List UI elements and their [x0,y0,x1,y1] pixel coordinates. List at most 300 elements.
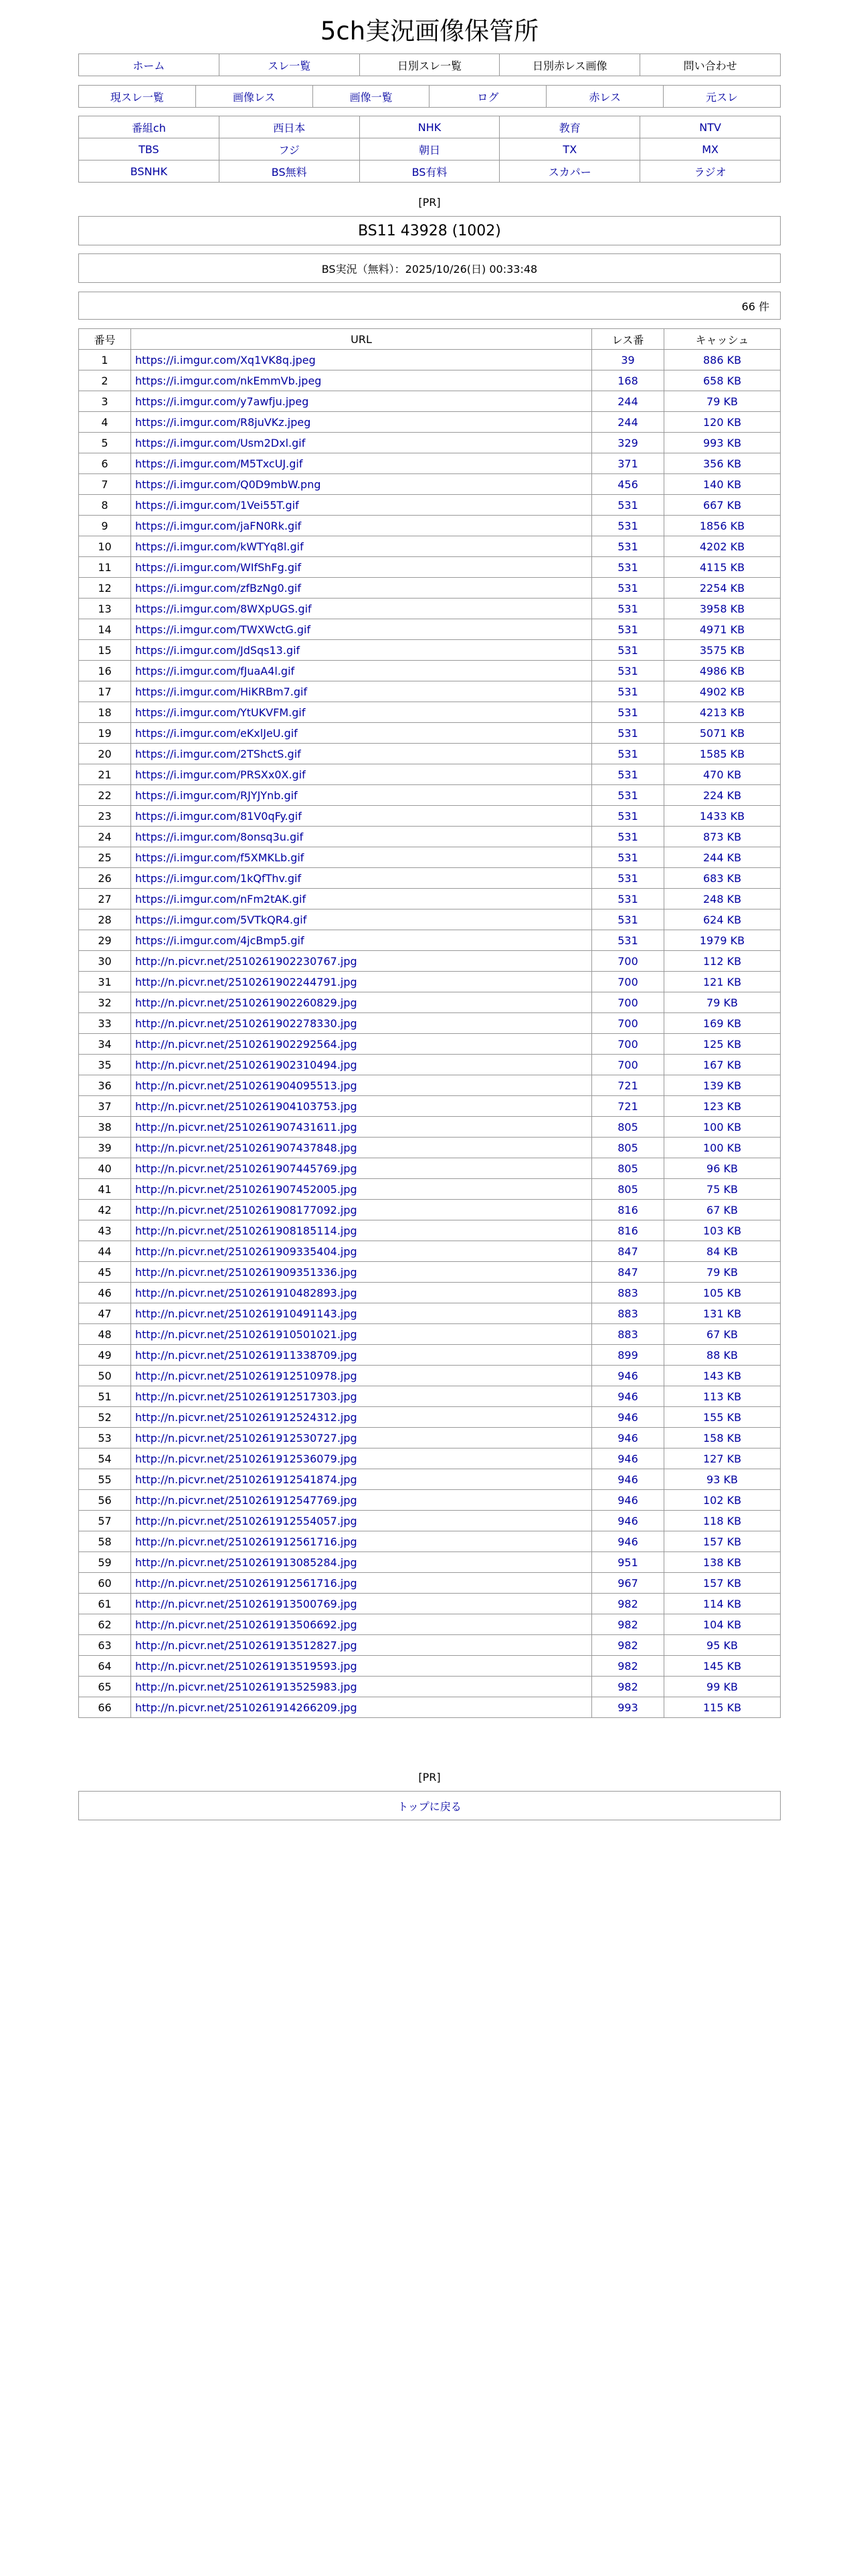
table-row [79,1034,781,1055]
table-row [79,1283,781,1303]
row-number: 50 [79,1366,131,1386]
cache-size-link[interactable]: 248 KB [664,889,781,909]
res-number-link[interactable]: 531 [592,640,664,661]
image-url-link[interactable]: http://n.picvr.net/2510261912510978.jpg [131,1366,592,1386]
res-number-link[interactable]: 700 [592,1055,664,1075]
res-number-link[interactable]: 816 [592,1200,664,1220]
cache-size-link[interactable]: 167 KB [664,1055,781,1075]
table-row [79,764,781,785]
res-number-link[interactable]: 967 [592,1573,664,1594]
row-number: 39 [79,1138,131,1158]
row-number: 35 [79,1055,131,1075]
image-url-link[interactable]: https://i.imgur.com/jaFN0Rk.gif [131,516,592,536]
table-row [79,1573,781,1594]
cache-size-link[interactable]: 79 KB [664,391,781,412]
table-row [79,1055,781,1075]
res-number-link[interactable]: 531 [592,889,664,909]
res-number-link[interactable]: 700 [592,1013,664,1034]
image-url-link[interactable]: http://n.picvr.net/2510261909351336.jpg [131,1262,592,1283]
table-row [79,951,781,972]
cache-size-link[interactable]: 143 KB [664,1366,781,1386]
category-link[interactable]: BSNHK [130,165,168,178]
image-url-link[interactable]: http://n.picvr.net/2510261910491143.jpg [131,1303,592,1324]
cache-size-link[interactable]: 121 KB [664,972,781,992]
image-url-link[interactable]: https://i.imgur.com/Usm2Dxl.gif [131,433,592,453]
image-url-link[interactable]: http://n.picvr.net/2510261913519593.jpg [131,1656,592,1677]
res-number-link[interactable]: 531 [592,702,664,723]
row-number: 7 [79,474,131,495]
category-link[interactable]: 朝日 [359,138,500,160]
category-link[interactable]: MX [640,138,780,160]
cache-size-link[interactable]: 624 KB [664,909,781,930]
res-number-link[interactable]: 805 [592,1138,664,1158]
res-number-link[interactable]: 531 [592,557,664,578]
image-url-link[interactable]: https://i.imgur.com/TWXWctG.gif [131,619,592,640]
image-url-link[interactable]: https://i.imgur.com/y7awfju.jpeg [131,391,592,412]
header-cache: キャッシュ [664,329,781,350]
category-link[interactable]: NTV [640,116,780,138]
category-link[interactable]: NHK [359,116,500,138]
cache-size-link[interactable]: 2254 KB [664,578,781,599]
thread-nav-item[interactable]: 現スレ一覧 [110,90,164,104]
res-number-link[interactable]: 982 [592,1635,664,1656]
nav-item[interactable]: ホーム [132,59,165,72]
res-number-link[interactable]: 951 [592,1552,664,1573]
image-table [78,328,781,1718]
image-url-link[interactable]: http://n.picvr.net/2510261911338709.jpg [131,1345,592,1366]
table-row [79,930,781,951]
image-url-link[interactable]: http://n.picvr.net/2510261910482893.jpg [131,1283,592,1303]
res-number-link[interactable]: 531 [592,661,664,681]
thread-nav-item[interactable]: 赤レス [546,86,663,107]
row-number: 41 [79,1179,131,1200]
category-link[interactable]: TBS [138,142,159,156]
row-number: 48 [79,1324,131,1345]
cache-size-link[interactable]: 158 KB [664,1428,781,1448]
image-url-link[interactable]: http://n.picvr.net/2510261912561716.jpg [131,1573,592,1594]
res-number-link[interactable]: 700 [592,972,664,992]
row-number: 11 [79,557,131,578]
row-number: 4 [79,412,131,433]
res-number-link[interactable]: 531 [592,578,664,599]
image-url-link[interactable]: http://n.picvr.net/2510261909335404.jpg [131,1241,592,1262]
row-number: 57 [79,1511,131,1531]
cache-size-link[interactable]: 88 KB [664,1345,781,1366]
row-number: 47 [79,1303,131,1324]
image-url-link[interactable]: http://n.picvr.net/2510261914266209.jpg [131,1697,592,1718]
nav-item[interactable]: 問い合わせ [640,54,780,76]
cache-size-link[interactable]: 155 KB [664,1407,781,1428]
cache-size-link[interactable]: 138 KB [664,1552,781,1573]
cache-size-link[interactable]: 157 KB [664,1573,781,1594]
table-row [79,474,781,495]
thread-nav-item[interactable]: 画像一覧 [312,86,430,107]
result-count: 66 件 [78,292,781,320]
table-row [79,495,781,516]
image-url-link[interactable]: http://n.picvr.net/2510261912541874.jpg [131,1469,592,1490]
table-row [79,619,781,640]
cache-size-link[interactable]: 886 KB [664,350,781,370]
row-number: 24 [79,827,131,847]
image-url-link[interactable]: http://n.picvr.net/2510261904103753.jpg [131,1096,592,1117]
category-link[interactable]: BS有料 [359,160,500,182]
res-number-link[interactable]: 946 [592,1428,664,1448]
image-url-link[interactable]: http://n.picvr.net/2510261902244791.jpg [131,972,592,992]
res-number-link[interactable]: 456 [592,474,664,495]
res-number-link[interactable]: 531 [592,495,664,516]
row-number: 10 [79,536,131,557]
res-number-link[interactable]: 531 [592,868,664,889]
cache-size-link[interactable]: 100 KB [664,1138,781,1158]
image-url-link[interactable]: https://i.imgur.com/4jcBmp5.gif [131,930,592,951]
image-url-link[interactable]: https://i.imgur.com/RJYJYnb.gif [131,785,592,806]
res-number-link[interactable]: 531 [592,827,664,847]
image-url-link[interactable]: https://i.imgur.com/kWTYq8l.gif [131,536,592,557]
image-url-link[interactable]: https://i.imgur.com/8WXpUGS.gif [131,599,592,619]
cache-size-link[interactable]: 5071 KB [664,723,781,744]
category-link[interactable]: 番組ch [131,121,166,134]
res-number-link[interactable]: 946 [592,1531,664,1552]
image-url-link[interactable]: https://i.imgur.com/5VTkQR4.gif [131,909,592,930]
image-url-link[interactable]: http://n.picvr.net/2510261907452005.jpg [131,1179,592,1200]
cache-size-link[interactable]: 3575 KB [664,640,781,661]
image-url-link[interactable]: http://n.picvr.net/2510261912517303.jpg [131,1386,592,1407]
row-number: 55 [79,1469,131,1490]
thread-nav-item[interactable]: 元スレ [663,86,780,107]
row-number: 37 [79,1096,131,1117]
table-row [79,1552,781,1573]
res-number-link[interactable]: 531 [592,909,664,930]
cache-size-link[interactable]: 115 KB [664,1697,781,1718]
res-number-link[interactable]: 531 [592,785,664,806]
image-url-link[interactable]: http://n.picvr.net/2510261902230767.jpg [131,951,592,972]
res-number-link[interactable]: 982 [592,1594,664,1614]
cache-size-link[interactable]: 100 KB [664,1117,781,1138]
cache-size-link[interactable]: 873 KB [664,827,781,847]
cache-size-link[interactable]: 224 KB [664,785,781,806]
image-url-link[interactable]: http://n.picvr.net/2510261912561716.jpg [131,1531,592,1552]
cache-size-link[interactable]: 4213 KB [664,702,781,723]
table-row [79,868,781,889]
res-number-link[interactable]: 721 [592,1096,664,1117]
row-number: 34 [79,1034,131,1055]
nav-item[interactable]: スレ一覧 [219,54,359,76]
image-url-link[interactable]: http://n.picvr.net/2510261912547769.jpg [131,1490,592,1511]
row-number: 21 [79,764,131,785]
image-url-link[interactable]: https://i.imgur.com/YtUKVFM.gif [131,702,592,723]
res-number-link[interactable]: 531 [592,764,664,785]
image-url-link[interactable]: https://i.imgur.com/1Vei55T.gif [131,495,592,516]
res-number-link[interactable]: 946 [592,1407,664,1428]
image-url-link[interactable]: http://n.picvr.net/2510261910501021.jpg [131,1324,592,1345]
image-url-link[interactable]: http://n.picvr.net/2510261913506692.jpg [131,1614,592,1635]
image-url-link[interactable]: http://n.picvr.net/2510261907437848.jpg [131,1138,592,1158]
res-number-link[interactable]: 700 [592,1034,664,1055]
cache-size-link[interactable]: 169 KB [664,1013,781,1034]
image-url-link[interactable]: https://i.imgur.com/2TShctS.gif [131,744,592,764]
table-row [79,1303,781,1324]
nav-item[interactable]: 日別赤レス画像 [499,54,640,76]
thread-nav-item[interactable]: ログ [429,86,546,107]
res-number-link[interactable]: 847 [592,1262,664,1283]
table-row [79,578,781,599]
image-url-link[interactable]: https://i.imgur.com/M5TxcUJ.gif [131,453,592,474]
res-number-link[interactable]: 531 [592,847,664,868]
row-number: 46 [79,1283,131,1303]
row-number: 28 [79,909,131,930]
cache-size-link[interactable]: 79 KB [664,1262,781,1283]
cache-size-link[interactable]: 4971 KB [664,619,781,640]
row-number: 33 [79,1013,131,1034]
res-number-link[interactable]: 805 [592,1117,664,1138]
table-row [79,640,781,661]
res-number-link[interactable]: 531 [592,744,664,764]
row-number: 18 [79,702,131,723]
image-url-link[interactable]: https://i.imgur.com/nFm2tAK.gif [131,889,592,909]
res-number-link[interactable]: 883 [592,1283,664,1303]
table-row [79,516,781,536]
cache-size-link[interactable]: 99 KB [664,1677,781,1697]
thread-title: BS11 43928 (1002) [78,216,781,245]
res-number-link[interactable]: 946 [592,1448,664,1469]
category-row [79,138,780,160]
cache-size-link[interactable]: 1856 KB [664,516,781,536]
res-number-link[interactable]: 531 [592,930,664,951]
cache-size-link[interactable]: 1585 KB [664,744,781,764]
cache-size-link[interactable]: 145 KB [664,1656,781,1677]
row-number: 49 [79,1345,131,1366]
cache-size-link[interactable]: 125 KB [664,1034,781,1055]
res-number-link[interactable]: 531 [592,806,664,827]
cache-size-link[interactable]: 105 KB [664,1283,781,1303]
table-row [79,661,781,681]
image-url-link[interactable]: http://n.picvr.net/2510261912530727.jpg [131,1428,592,1448]
cache-size-link[interactable]: 112 KB [664,951,781,972]
table-row [79,827,781,847]
image-url-link[interactable]: https://i.imgur.com/Xq1VK8q.jpeg [131,350,592,370]
cache-size-link[interactable]: 67 KB [664,1324,781,1345]
table-row [79,557,781,578]
image-url-link[interactable]: https://i.imgur.com/PRSXx0X.gif [131,764,592,785]
image-url-link[interactable]: https://i.imgur.com/zfBzNg0.gif [131,578,592,599]
res-number-link[interactable]: 993 [592,1697,664,1718]
res-number-link[interactable]: 982 [592,1614,664,1635]
image-url-link[interactable]: http://n.picvr.net/2510261902292564.jpg [131,1034,592,1055]
image-url-link[interactable]: http://n.picvr.net/2510261902278330.jpg [131,1013,592,1034]
row-number: 12 [79,578,131,599]
row-number: 20 [79,744,131,764]
res-number-link[interactable]: 531 [592,516,664,536]
category-link[interactable]: フジ [219,138,359,160]
cache-size-link[interactable]: 140 KB [664,474,781,495]
res-number-link[interactable]: 531 [592,723,664,744]
cache-size-link[interactable]: 95 KB [664,1635,781,1656]
res-number-link[interactable]: 982 [592,1677,664,1697]
image-url-link[interactable]: https://i.imgur.com/JdSqs13.gif [131,640,592,661]
cache-size-link[interactable]: 993 KB [664,433,781,453]
res-number-link[interactable]: 883 [592,1324,664,1345]
cache-size-link[interactable]: 3958 KB [664,599,781,619]
cache-size-link[interactable]: 120 KB [664,412,781,433]
cache-size-link[interactable]: 470 KB [664,764,781,785]
category-link[interactable]: TX [499,138,640,160]
image-url-link[interactable]: https://i.imgur.com/Q0D9mbW.png [131,474,592,495]
row-number: 5 [79,433,131,453]
table-row [79,806,781,827]
image-url-link[interactable]: http://n.picvr.net/2510261902260829.jpg [131,992,592,1013]
image-url-link[interactable]: http://n.picvr.net/2510261912554057.jpg [131,1511,592,1531]
cache-size-link[interactable]: 79 KB [664,992,781,1013]
category-link[interactable]: スカパー [499,160,640,182]
image-url-link[interactable]: https://i.imgur.com/eKxlJeU.gif [131,723,592,744]
res-number-link[interactable]: 946 [592,1511,664,1531]
image-url-link[interactable]: https://i.imgur.com/nkEmmVb.jpeg [131,370,592,391]
image-url-link[interactable]: http://n.picvr.net/2510261913085284.jpg [131,1552,592,1573]
image-url-link[interactable]: https://i.imgur.com/1kQfThv.gif [131,868,592,889]
table-row [79,350,781,370]
cache-size-link[interactable]: 683 KB [664,868,781,889]
category-link[interactable]: 西日本 [219,116,359,138]
image-url-link[interactable]: http://n.picvr.net/2510261912524312.jpg [131,1407,592,1428]
image-url-link[interactable]: https://i.imgur.com/R8juVKz.jpeg [131,412,592,433]
res-number-link[interactable]: 899 [592,1345,664,1366]
res-number-link[interactable]: 700 [592,992,664,1013]
thread-info: BS実況（無料）：2025/10/26(日) 00:33:48 [78,253,781,283]
cache-size-link[interactable]: 96 KB [664,1158,781,1179]
cache-size-link[interactable]: 127 KB [664,1448,781,1469]
table-row [79,1366,781,1386]
image-url-link[interactable]: http://n.picvr.net/2510261907445769.jpg [131,1158,592,1179]
cache-size-link[interactable]: 84 KB [664,1241,781,1262]
cache-size-link[interactable]: 4202 KB [664,536,781,557]
cache-size-link[interactable]: 1979 KB [664,930,781,951]
image-url-link[interactable]: http://n.picvr.net/2510261913525983.jpg [131,1677,592,1697]
cache-size-link[interactable]: 658 KB [664,370,781,391]
category-link[interactable]: 教育 [499,116,640,138]
row-number: 38 [79,1117,131,1138]
row-number: 43 [79,1220,131,1241]
row-number: 26 [79,868,131,889]
cache-size-link[interactable]: 75 KB [664,1179,781,1200]
row-number: 42 [79,1200,131,1220]
table-row [79,1490,781,1511]
res-number-link[interactable]: 531 [592,681,664,702]
res-number-link[interactable]: 531 [592,536,664,557]
nav-item[interactable]: 日別スレ一覧 [359,54,500,76]
cache-size-link[interactable]: 139 KB [664,1075,781,1096]
cache-size-link[interactable]: 667 KB [664,495,781,516]
cache-size-link[interactable]: 157 KB [664,1531,781,1552]
table-row [79,1531,781,1552]
res-number-link[interactable]: 39 [592,350,664,370]
row-number: 59 [79,1552,131,1573]
res-number-link[interactable]: 946 [592,1386,664,1407]
image-url-link[interactable]: http://n.picvr.net/2510261913500769.jpg [131,1594,592,1614]
image-url-link[interactable]: http://n.picvr.net/2510261904095513.jpg [131,1075,592,1096]
cache-size-link[interactable]: 104 KB [664,1614,781,1635]
cache-size-link[interactable]: 103 KB [664,1220,781,1241]
cache-size-link[interactable]: 356 KB [664,453,781,474]
res-number-link[interactable]: 805 [592,1179,664,1200]
table-row [79,1013,781,1034]
cache-size-link[interactable]: 93 KB [664,1469,781,1490]
cache-size-link[interactable]: 4115 KB [664,557,781,578]
category-link[interactable]: BS無料 [219,160,359,182]
res-number-link[interactable]: 168 [592,370,664,391]
cache-size-link[interactable]: 67 KB [664,1200,781,1220]
res-number-link[interactable]: 700 [592,951,664,972]
res-number-link[interactable]: 244 [592,391,664,412]
res-number-link[interactable]: 946 [592,1490,664,1511]
image-url-link[interactable]: http://n.picvr.net/2510261908185114.jpg [131,1220,592,1241]
cache-size-link[interactable]: 1433 KB [664,806,781,827]
image-url-link[interactable]: https://i.imgur.com/WIfShFg.gif [131,557,592,578]
image-url-link[interactable]: https://i.imgur.com/81V0qFy.gif [131,806,592,827]
image-url-link[interactable]: https://i.imgur.com/8onsq3u.gif [131,827,592,847]
res-number-link[interactable]: 883 [592,1303,664,1324]
image-url-link[interactable]: http://n.picvr.net/2510261908177092.jpg [131,1200,592,1220]
row-number: 17 [79,681,131,702]
image-url-link[interactable]: https://i.imgur.com/fJuaA4l.gif [131,661,592,681]
res-number-link[interactable]: 847 [592,1241,664,1262]
image-url-link[interactable]: http://n.picvr.net/2510261913512827.jpg [131,1635,592,1656]
cache-size-link[interactable]: 114 KB [664,1594,781,1614]
cache-size-link[interactable]: 118 KB [664,1511,781,1531]
res-number-link[interactable]: 531 [592,599,664,619]
row-number: 60 [79,1573,131,1594]
row-number: 22 [79,785,131,806]
image-url-link[interactable]: http://n.picvr.net/2510261907431611.jpg [131,1117,592,1138]
table-row [79,744,781,764]
image-url-link[interactable]: https://i.imgur.com/HiKRBm7.gif [131,681,592,702]
thread-nav-item[interactable]: 画像レス [195,86,312,107]
res-number-link[interactable]: 805 [592,1158,664,1179]
res-number-link[interactable]: 371 [592,453,664,474]
image-url-link[interactable]: http://n.picvr.net/2510261902310494.jpg [131,1055,592,1075]
row-number: 29 [79,930,131,951]
row-number: 1 [79,350,131,370]
cache-size-link[interactable]: 244 KB [664,847,781,868]
cache-size-link[interactable]: 4902 KB [664,681,781,702]
res-number-link[interactable]: 946 [592,1366,664,1386]
res-number-link[interactable]: 244 [592,412,664,433]
cache-size-link[interactable]: 131 KB [664,1303,781,1324]
table-row [79,1594,781,1614]
res-number-link[interactable]: 329 [592,433,664,453]
category-link[interactable]: ラジオ [640,160,780,182]
res-number-link[interactable]: 816 [592,1220,664,1241]
table-header-row [79,329,781,350]
row-number: 23 [79,806,131,827]
table-row [79,909,781,930]
cache-size-link[interactable]: 123 KB [664,1096,781,1117]
cache-size-link[interactable]: 102 KB [664,1490,781,1511]
image-url-link[interactable]: http://n.picvr.net/2510261912536079.jpg [131,1448,592,1469]
table-row [79,412,781,433]
table-row [79,1448,781,1469]
row-number: 13 [79,599,131,619]
table-row [79,1386,781,1407]
cache-size-link[interactable]: 4986 KB [664,661,781,681]
image-url-link[interactable]: https://i.imgur.com/f5XMKLb.gif [131,847,592,868]
res-number-link[interactable]: 946 [592,1469,664,1490]
res-number-link[interactable]: 531 [592,619,664,640]
cache-size-link[interactable]: 113 KB [664,1386,781,1407]
res-number-link[interactable]: 982 [592,1656,664,1677]
res-number-link[interactable]: 721 [592,1075,664,1096]
back-to-top-link[interactable]: トップに戻る [78,1791,781,1820]
table-row [79,1345,781,1366]
